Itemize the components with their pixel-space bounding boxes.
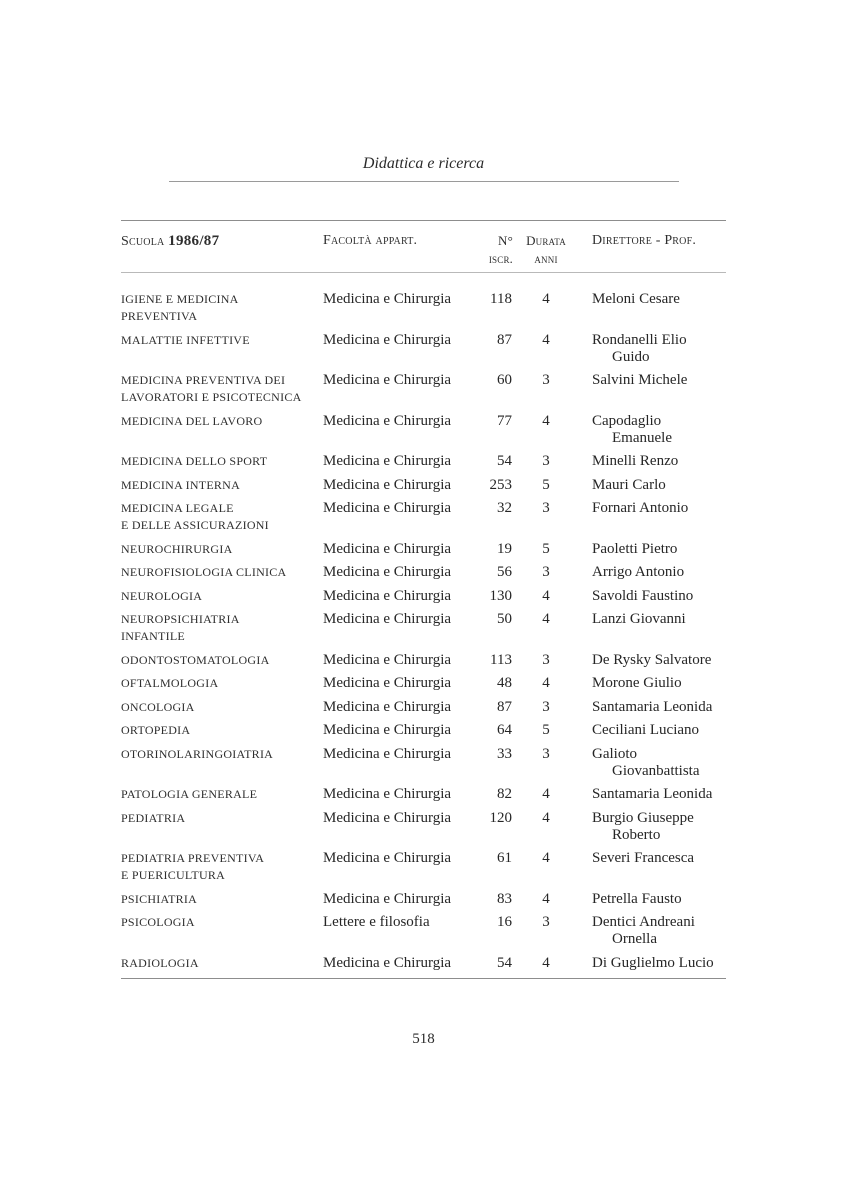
school-name <box>121 413 323 430</box>
table-row <box>121 746 726 780</box>
text-line: PSICOLOGIA <box>121 915 195 929</box>
director-name <box>579 500 726 517</box>
school-name <box>121 372 323 406</box>
text-line: OTORINOLARINGOIATRIA <box>121 746 274 761</box>
director-name <box>579 746 726 780</box>
column-header-director: Direttore - Prof. <box>592 233 697 248</box>
text-line: E PUERICULTURA <box>121 868 226 882</box>
enrolled-count: 130 <box>489 587 512 604</box>
enrolled-count: 54 <box>497 954 512 971</box>
text-line: MEDICINA DELLO SPORT <box>121 454 268 468</box>
text-line: LAVORATORI E PSICOTECNICA <box>121 390 302 404</box>
text-line: Burgio Giuseppe <box>592 809 694 826</box>
text-line: MEDICINA PREVENTIVA DEI <box>121 373 286 387</box>
director-name <box>579 955 726 972</box>
table-row <box>121 372 726 406</box>
director-name <box>579 588 726 605</box>
faculty-name: Medicina e Chirurgia <box>323 500 452 516</box>
table-row <box>121 699 726 716</box>
text-line: Mauri Carlo <box>592 476 666 493</box>
text-line: IGIENE E MEDICINA <box>121 292 239 306</box>
enrolled-count: 50 <box>497 611 512 627</box>
duration-years: 5 <box>542 722 550 738</box>
duration-years: 4 <box>542 850 550 866</box>
running-header-title: Didattica e ricerca <box>362 155 485 172</box>
text-line: MALATTIE INFETTIVE <box>121 332 250 347</box>
column-header-duration <box>513 232 579 268</box>
text-line: Meloni Cesare <box>592 291 680 307</box>
school-name <box>121 914 323 931</box>
column-header-faculty: Facoltà appart. <box>323 233 418 248</box>
text-line: MEDICINA LEGALE <box>121 501 234 515</box>
enrolled-count: 56 <box>497 564 512 580</box>
director-name <box>579 850 726 867</box>
text-line: NEUROLOGIA <box>121 588 203 603</box>
enrolled-count: 19 <box>497 540 512 557</box>
enrolled-count: 83 <box>497 890 512 907</box>
school-name <box>121 453 323 470</box>
table-row <box>121 955 726 972</box>
duration-years: 3 <box>542 453 550 469</box>
duration-years: 4 <box>542 412 550 429</box>
table-row <box>121 611 726 645</box>
text-line: PATOLOGIA GENERALE <box>121 787 258 801</box>
duration-years: 4 <box>542 675 550 691</box>
enrolled-count: 82 <box>497 786 512 802</box>
faculty-name: Medicina e Chirurgia <box>323 331 452 348</box>
faculty-name: Medicina e Chirurgia <box>323 611 452 627</box>
enrolled-count: 61 <box>497 850 512 866</box>
faculty-name: Medicina e Chirurgia <box>323 412 452 429</box>
duration-years: 4 <box>542 331 550 348</box>
text-line: PEDIATRIA <box>121 810 186 825</box>
faculty-name: Medicina e Chirurgia <box>323 850 452 866</box>
director-name <box>579 675 726 692</box>
text-line: Santamaria Leonida <box>592 786 713 802</box>
faculty-name: Medicina e Chirurgia <box>323 564 452 580</box>
text-line: Fornari Antonio <box>592 500 689 516</box>
duration-years: 4 <box>542 809 550 826</box>
text-line: Rondanelli Elio <box>592 331 687 348</box>
school-name <box>121 955 323 972</box>
enrolled-count: 87 <box>497 698 512 715</box>
text-line: Salvini Michele <box>592 372 688 388</box>
table-row <box>121 500 726 534</box>
text-line: ORTOPEDIA <box>121 723 191 737</box>
director-name <box>579 372 726 389</box>
table-bottom-rule <box>121 978 726 979</box>
text-line: Morone Giulio <box>592 675 682 691</box>
director-name <box>579 786 726 803</box>
text-line: Guido <box>612 348 650 365</box>
faculty-name: Medicina e Chirurgia <box>323 291 452 307</box>
duration-years: 5 <box>542 540 550 557</box>
enrolled-count: 120 <box>489 809 512 826</box>
table-row <box>121 786 726 803</box>
text-line: PSICHIATRIA <box>121 891 198 906</box>
faculty-name: Medicina e Chirurgia <box>323 453 452 469</box>
text-line: NEUROCHIRURGIA <box>121 541 233 556</box>
page-number: 518 <box>412 1031 435 1047</box>
text-line: Ornella <box>612 931 657 947</box>
director-name <box>579 652 726 669</box>
school-year-label: 1986/87 <box>168 233 220 249</box>
text-line: Roberto <box>612 826 661 843</box>
enrolled-count: 16 <box>497 914 512 930</box>
enrolled-count: 48 <box>497 675 512 691</box>
duration-years: 4 <box>542 890 550 907</box>
column-header-enrolled <box>473 232 513 268</box>
table-row <box>121 652 726 669</box>
faculty-name: Medicina e Chirurgia <box>323 954 452 971</box>
school-name <box>121 541 323 558</box>
text-line: NEUROPSICHIATRIA <box>121 612 240 626</box>
table-row <box>121 332 726 366</box>
school-name <box>121 652 323 669</box>
table-row <box>121 914 726 948</box>
column-header-school <box>121 232 323 251</box>
table-body <box>121 273 726 972</box>
text-line: Capodaglio <box>592 412 662 429</box>
enrolled-header-line2: iscr. <box>488 252 513 266</box>
text-line: Galioto <box>592 745 637 762</box>
text-line: Petrella Fausto <box>592 890 682 907</box>
text-line: ONCOLOGIA <box>121 699 195 714</box>
school-name <box>121 332 323 349</box>
faculty-name: Medicina e Chirurgia <box>323 476 452 493</box>
text-line: Santamaria Leonida <box>592 698 713 715</box>
enrolled-count: 77 <box>497 412 512 429</box>
school-column-label: Scuola <box>121 234 165 249</box>
school-name <box>121 675 323 692</box>
text-line: MEDICINA INTERNA <box>121 477 240 492</box>
faculty-name: Medicina e Chirurgia <box>323 587 452 604</box>
text-line: Paoletti Pietro <box>592 540 678 557</box>
table-row <box>121 477 726 494</box>
text-line: De Rysky Salvatore <box>592 651 712 668</box>
text-line: PREVENTIVA <box>121 309 198 323</box>
school-name <box>121 564 323 581</box>
table-row <box>121 588 726 605</box>
enrolled-count: 253 <box>489 476 512 493</box>
enrolled-count: 60 <box>497 372 512 388</box>
school-name <box>121 477 323 494</box>
faculty-name: Medicina e Chirurgia <box>323 786 452 802</box>
director-name <box>579 722 726 739</box>
director-name <box>579 541 726 558</box>
school-name <box>121 891 323 908</box>
director-name <box>579 453 726 470</box>
school-name <box>121 291 323 325</box>
table-row <box>121 564 726 581</box>
table-row <box>121 291 726 325</box>
faculty-name: Medicina e Chirurgia <box>323 722 452 738</box>
text-line: NEUROFISIOLOGIA CLINICA <box>121 565 287 579</box>
duration-header-line1: Durata <box>526 233 566 248</box>
table-row <box>121 413 726 447</box>
faculty-name: Lettere e filosofia <box>323 914 430 930</box>
text-line: Emanuele <box>612 429 672 446</box>
school-name <box>121 850 323 884</box>
text-line: RADIOLOGIA <box>121 955 199 970</box>
school-name <box>121 588 323 605</box>
duration-years: 3 <box>542 372 550 388</box>
faculty-name: Medicina e Chirurgia <box>323 745 452 762</box>
enrolled-count: 113 <box>490 651 512 668</box>
enrolled-count: 64 <box>497 722 512 738</box>
director-name <box>579 914 726 948</box>
table-row <box>121 810 726 844</box>
faculty-name: Medicina e Chirurgia <box>323 675 452 691</box>
text-line: PEDIATRIA PREVENTIVA <box>121 851 265 865</box>
text-line: Arrigo Antonio <box>592 564 685 580</box>
faculty-name: Medicina e Chirurgia <box>323 540 452 557</box>
faculty-name: Medicina e Chirurgia <box>323 809 452 826</box>
duration-years: 4 <box>542 611 550 627</box>
table-row <box>121 850 726 884</box>
director-name <box>579 611 726 628</box>
text-line: Minelli Renzo <box>592 453 679 469</box>
duration-header-line2: anni <box>534 252 558 266</box>
text-line: Di Guglielmo Lucio <box>592 954 714 971</box>
text-line: Severi Francesca <box>592 850 695 866</box>
director-name <box>579 891 726 908</box>
faculty-name: Medicina e Chirurgia <box>323 372 452 388</box>
school-name <box>121 786 323 803</box>
school-name <box>121 500 323 534</box>
running-header <box>121 0 726 182</box>
table-row <box>121 541 726 558</box>
page-content <box>121 0 726 1048</box>
text-line: ODONTOSTOMATOLOGIA <box>121 652 270 667</box>
enrolled-count: 32 <box>497 500 512 516</box>
table-row <box>121 675 726 692</box>
faculty-name: Medicina e Chirurgia <box>323 651 452 668</box>
schools-table <box>121 220 726 979</box>
duration-years: 4 <box>542 587 550 604</box>
duration-years: 4 <box>542 954 550 971</box>
duration-years: 5 <box>542 476 550 493</box>
director-name <box>579 699 726 716</box>
director-name <box>579 810 726 844</box>
enrolled-count: 87 <box>497 331 512 348</box>
table-row <box>121 722 726 739</box>
director-name <box>579 477 726 494</box>
text-line: Dentici Andreani <box>592 914 695 930</box>
faculty-name: Medicina e Chirurgia <box>323 698 452 715</box>
text-line: Lanzi Giovanni <box>592 611 686 627</box>
text-line: E DELLE ASSICURAZIONI <box>121 518 269 532</box>
enrolled-header-line1: N° <box>498 233 513 248</box>
enrolled-count: 54 <box>497 453 512 469</box>
director-name <box>579 564 726 581</box>
duration-years: 3 <box>542 651 550 668</box>
duration-years: 3 <box>542 500 550 516</box>
school-name <box>121 746 323 763</box>
text-line: Ceciliani Luciano <box>592 722 700 738</box>
table-header-row <box>121 221 726 272</box>
duration-years: 3 <box>542 914 550 930</box>
text-line: INFANTILE <box>121 629 186 643</box>
duration-years: 3 <box>542 564 550 580</box>
text-line: MEDICINA DEL LAVORO <box>121 413 263 428</box>
director-name <box>579 291 726 308</box>
school-name <box>121 699 323 716</box>
faculty-name: Medicina e Chirurgia <box>323 890 452 907</box>
enrolled-count: 33 <box>497 745 512 762</box>
table-row <box>121 453 726 470</box>
school-name <box>121 810 323 827</box>
director-name <box>579 332 726 366</box>
duration-years: 3 <box>542 698 550 715</box>
running-header-rule <box>169 181 679 182</box>
text-line: Giovanbattista <box>612 762 700 779</box>
school-name <box>121 722 323 739</box>
school-name <box>121 611 323 645</box>
duration-years: 4 <box>542 291 550 307</box>
duration-years: 4 <box>542 786 550 802</box>
director-name <box>579 413 726 447</box>
text-line: OFTALMOLOGIA <box>121 676 219 690</box>
text-line: Savoldi Faustino <box>592 587 694 604</box>
table-row <box>121 891 726 908</box>
enrolled-count: 118 <box>490 291 512 307</box>
duration-years: 3 <box>542 745 550 762</box>
